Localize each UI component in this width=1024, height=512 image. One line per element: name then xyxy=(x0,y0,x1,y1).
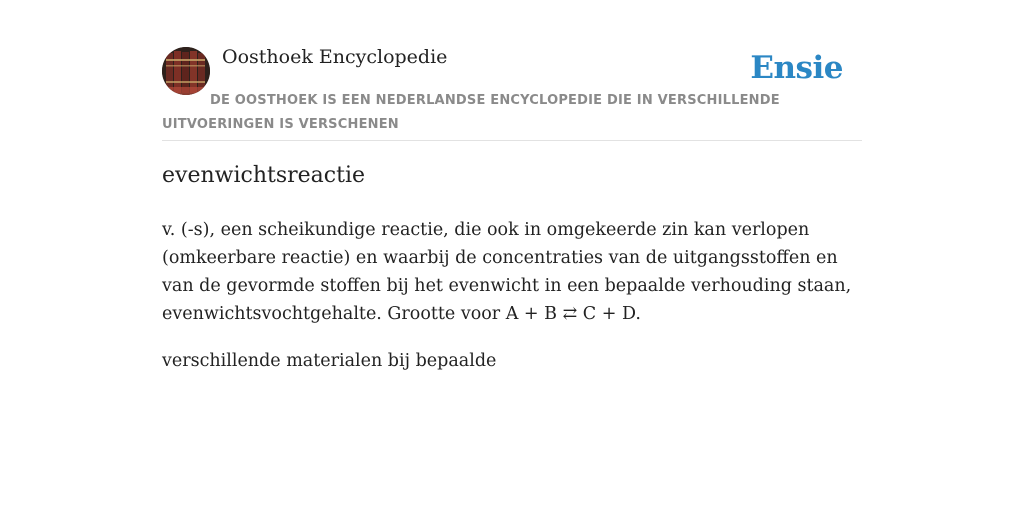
brand-logo[interactable]: Ensie xyxy=(750,50,843,86)
header xyxy=(162,0,862,141)
definition-text: v. (-s), een scheikundige reactie, die ook in omgekeerde zin kan verlopen (omkeerbare reactie) en waarbij de concentraties van de uitgangsstoffen en van de gevormde stoffen bij het evenwicht in een bepaalde verhouding staan, evenwichtsvochtgehalte. Grootte voor A + B ⇄ C + D. xyxy=(162,220,852,324)
site-tagline: DE OOSTHOEK IS EEN NEDERLANDSE ENCYCLOPEDIE DIE IN VERSCHILLENDE UITVOERINGEN IS VERSCHENEN xyxy=(162,93,780,132)
site-title[interactable]: Oosthoek Encyclopedie xyxy=(222,46,448,68)
page xyxy=(162,0,862,512)
page-title: evenwichtsreactie xyxy=(162,163,365,188)
related-text: verschillende materialen bij bepaalde xyxy=(162,351,497,371)
encyclopedia-books-icon[interactable] xyxy=(162,47,210,95)
